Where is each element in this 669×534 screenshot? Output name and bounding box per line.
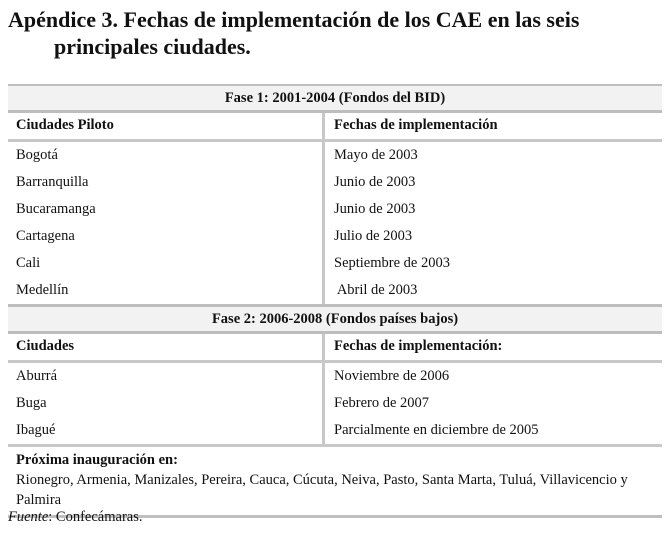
phase2-col-cities: Ciudades	[8, 334, 325, 360]
table-row	[8, 250, 662, 277]
source-note	[8, 509, 142, 526]
table-row	[8, 196, 662, 223]
city-cell: Cali	[8, 250, 325, 277]
date-cell: Abril de 2003	[334, 282, 418, 298]
implementation-table	[8, 84, 662, 518]
phase1-header: Fase 1: 2001-2004 (Fondos del BID)	[8, 86, 662, 113]
table-row	[8, 417, 662, 447]
date-cell: Junio de 2003	[334, 201, 416, 217]
table-row	[8, 169, 662, 196]
phase1-col-cities: Ciudades Piloto	[8, 113, 325, 139]
city-cell: Aburrá	[8, 363, 325, 390]
document-title	[8, 6, 663, 60]
city-cell: Medellín	[8, 277, 325, 304]
date-cell: Mayo de 2003	[334, 147, 418, 163]
city-cell: Bogotá	[8, 142, 325, 169]
date-cell: Septiembre de 2003	[334, 255, 450, 271]
table-row	[8, 363, 662, 390]
title-line-2: principales ciudades.	[54, 34, 251, 59]
phase1-col-dates: Fechas de implementación	[334, 117, 498, 133]
phase1-column-headers	[8, 113, 662, 142]
upcoming-label: Próxima inauguración en:	[16, 452, 178, 468]
phase2-col-dates: Fechas de implementación:	[334, 338, 503, 354]
source-label: Fuente	[8, 509, 49, 525]
phase2-column-headers	[8, 334, 662, 363]
date-cell: Junio de 2003	[334, 174, 416, 190]
city-cell: Buga	[8, 390, 325, 417]
table-row	[8, 390, 662, 417]
date-cell: Noviembre de 2006	[334, 368, 450, 384]
upcoming-section	[8, 447, 662, 515]
table-row	[8, 223, 662, 250]
city-cell: Barranquilla	[8, 169, 325, 196]
date-cell: Julio de 2003	[334, 228, 413, 244]
city-cell: Bucaramanga	[8, 196, 325, 223]
city-cell: Ibagué	[8, 417, 325, 444]
city-cell: Cartagena	[8, 223, 325, 250]
phase2-header: Fase 2: 2006-2008 (Fondos países bajos)	[8, 304, 662, 334]
date-cell: Febrero de 2007	[334, 395, 430, 411]
title-line-1: Apéndice 3. Fechas de implementación de los CAE en las seis	[8, 7, 580, 32]
date-cell: Parcialmente en diciembre de 2005	[334, 422, 539, 438]
source-text: : Confecámaras.	[48, 509, 143, 525]
table-row	[8, 142, 662, 169]
table-row	[8, 277, 662, 304]
upcoming-cities: Rionegro, Armenia, Manizales, Pereira, Cauca, Cúcuta, Neiva, Pasto, Santa Marta, Tuluá, Villavicencio y Palmira	[16, 472, 628, 508]
